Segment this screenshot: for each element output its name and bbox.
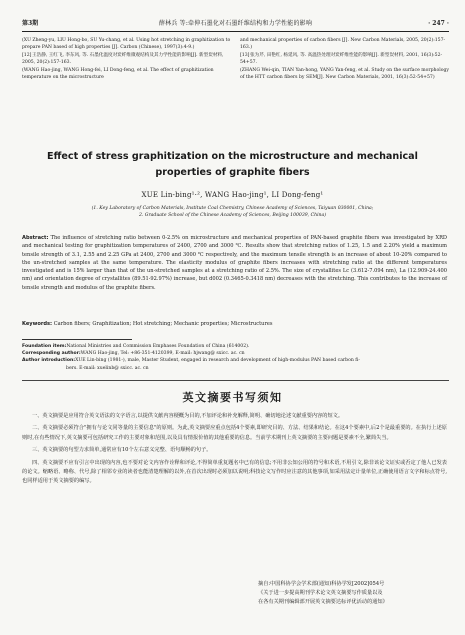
affiliation-line: 2. Graduate School of the Chinese Academy of Sciences, Beijing 100039, China): [138, 213, 327, 219]
footnote-rule: [22, 339, 132, 340]
foundation-note: Foundation item:National Ministries and Commission Emphases Foundation of China (614002).: [22, 344, 250, 349]
references-right-column: [240, 37, 452, 81]
notice-paragraph: 三、英文摘要的句型力求简单,通常应有10个左右意义完整、语句顺畅的句子。: [32, 447, 212, 454]
references-left-column: [22, 37, 232, 81]
corresponding-note: Corresponding author:WANG Hao-jing, Tel: +86-351-4120399, E-mail: hjwang@ sxicc. ac. cn: [22, 351, 245, 357]
source-line: 《关于进一步提高期刊学术论文英文摘要写作质量以及: [258, 590, 383, 596]
page-number: · 247 ·: [428, 20, 449, 27]
notice-source: [258, 580, 449, 607]
notice-paragraph: 四、英文摘要不应有引言中出现的内容,也不要对论文内容作诠释和评论,不得简单重复题名中已有的信息;不用非公知公用的符号和术语,不用引文,除非该论文证实或否定了他人已发表的论文。缩略语、略称、代号,除了相邻专业的读者也能清楚理解的以外,在首次出现时必须加以说明;科技论文写作时应注意的其他事项,如采用法定计量单位,正确使用语言文字和标点符号,也同样适用于英文摘要的编写。: [22, 459, 447, 485]
keywords-label: Keywords:: [22, 321, 53, 327]
paper-authors: XUE Lin-bing¹·², WANG Hao-jing¹, LI Dong-feng¹: [141, 191, 324, 199]
notice-paragraph: 二、英文摘要必须符合"拥有与论文同等量的主要信息"的原则。为此,英文摘要应重点包括4个要素,即研究目的、方法、结果和结论。在这4个要素中,后2个是最重要的。在执行上述原则时,在有些情况下,英文摘要可包括研究工作的主要对象和范围,以及具有情报价值的其他重要的信息。当前学术期刊上英文摘要的主要问题是要素不全,繁简失当。: [22, 425, 447, 441]
abstract: [22, 234, 447, 292]
reference-entry: (ZHANG Wei-qin, TIAN Yan-hong, YANG Yan-feng, et al. Study on the surface morphology of the HTT carbon fibers by SEM[J]. New Carbon Materials, 2001, 16(3):52-54+57): [240, 67, 450, 81]
affiliations: [20, 205, 445, 219]
running-title: 薛林兵 等:牵伸石墨化对石墨纤维结构和力学性能的影响: [158, 20, 313, 27]
source-line: 摘自:中国科协学会学术部(通知)科协学发[2002]054号: [258, 581, 385, 587]
notice-title: 英文摘要书写须知: [182, 391, 283, 404]
paper-title: [30, 149, 435, 181]
reference-entry: (XU Zheng-yu, LIU Hong-bo, SU Yu-chang, et al. Using hot stretching in graphitization to prepare PAN based of high properties [J]. Carbon (Chinese), 1997(3):4-9.): [22, 38, 231, 51]
abstract-text: The influence of stretching ratio between 0-2.5% on microstructure and mechanical properties of PAN-based graphite fibers was investigated by XRD and mechanical testing for graphitization temperatures of 2400, 2700 and 3000 ℃. Results show that stretching ratios of 1.25, 1.5 and 2.20% yield a maximum tensile strength of 3.1, 2.55 and 2.25 GPa at 2400, 2700 and 3000 ℃ respectively, and the maximum tensile strength is an increase of about 10-20% compared to the un-stretched samples at the same temperature. The elasticity modulus of graphite fibers increases with stretching ratio at the different temperatures investigated and is 15% larger than that of the un-stretched samples at a stretching ratio of 2.5%. The size of crystallites Lc (3.612-7.094 nm), La (12.909-24.400 nm) and orientation degree of crystallites (89.51-92.97%) increase, but d002 (0.3465-0.3418 nm) decreases with the stretching. This contributes to the increase of tensile strength and modulus of the graphite fibers.: [22, 235, 447, 291]
section-divider: [22, 380, 449, 381]
notice-paragraph: 一、英文摘要是应用符合英文语法的文字语言,以提供文献内容梗概为目的,不加评论和补充解释,简明、确切地论述文献重要内容的短文。: [32, 413, 344, 419]
affiliation-line: (1. Key Laboratory of Carbon Materials, Institute Coal Chemistry, Chinese Academy of Sciences, Taiyuan 030001, China;: [91, 206, 374, 211]
author-note: Author introduction:XUE Lin-bing (1981-), male, Master Student, engaged in research and development of high-modulus PAN based carbon fi-: [22, 358, 360, 364]
footnotes: [22, 343, 447, 372]
keywords: [22, 320, 447, 328]
reference-entry: [13]张为芹, 田艳红, 杨延风, 等. 高温热处理对炭纤维性能的影响[J]. 新型炭材料, 2001, 16(3):52-54+57.: [240, 52, 443, 66]
running-header: [22, 18, 449, 32]
reference-entry: and mechanical properties of carbon fibers [J]. New Carbon Materials, 2005, 20(2):157-163.): [240, 38, 446, 51]
author-note-continued: bers. E-mail: xuelinb@ sxicc. ac. cn: [66, 365, 149, 371]
paper-title-line: properties of graphite fibers: [155, 167, 310, 178]
reference-entry: (WANG Hao-jing, WANG Hong-fei, LI Dong-feng, et al. The effect of graphitization temperature on the microstructure: [22, 67, 214, 81]
paper-title-line: Effect of stress graphitization on the microstructure and mechanical: [47, 151, 418, 162]
issue-label: 第3期: [22, 20, 39, 27]
source-line: 在各有关期刊编辑部开展英文摘要达标评优活动的通知》: [258, 599, 388, 605]
reference-entry: [12]王浩静, 王红飞, 李东风, 等. 石墨化温度对炭纤维微观结构及其力学性能的影响[J]. 新型炭材料, 2005, 20(2):157-163.: [22, 52, 224, 66]
abstract-label: Abstract:: [22, 235, 49, 241]
notice-body: [22, 412, 447, 490]
keywords-text: Carbon fibers; Graphitization; Hot stretching; Mechanic properties; Microstructures: [53, 321, 273, 327]
